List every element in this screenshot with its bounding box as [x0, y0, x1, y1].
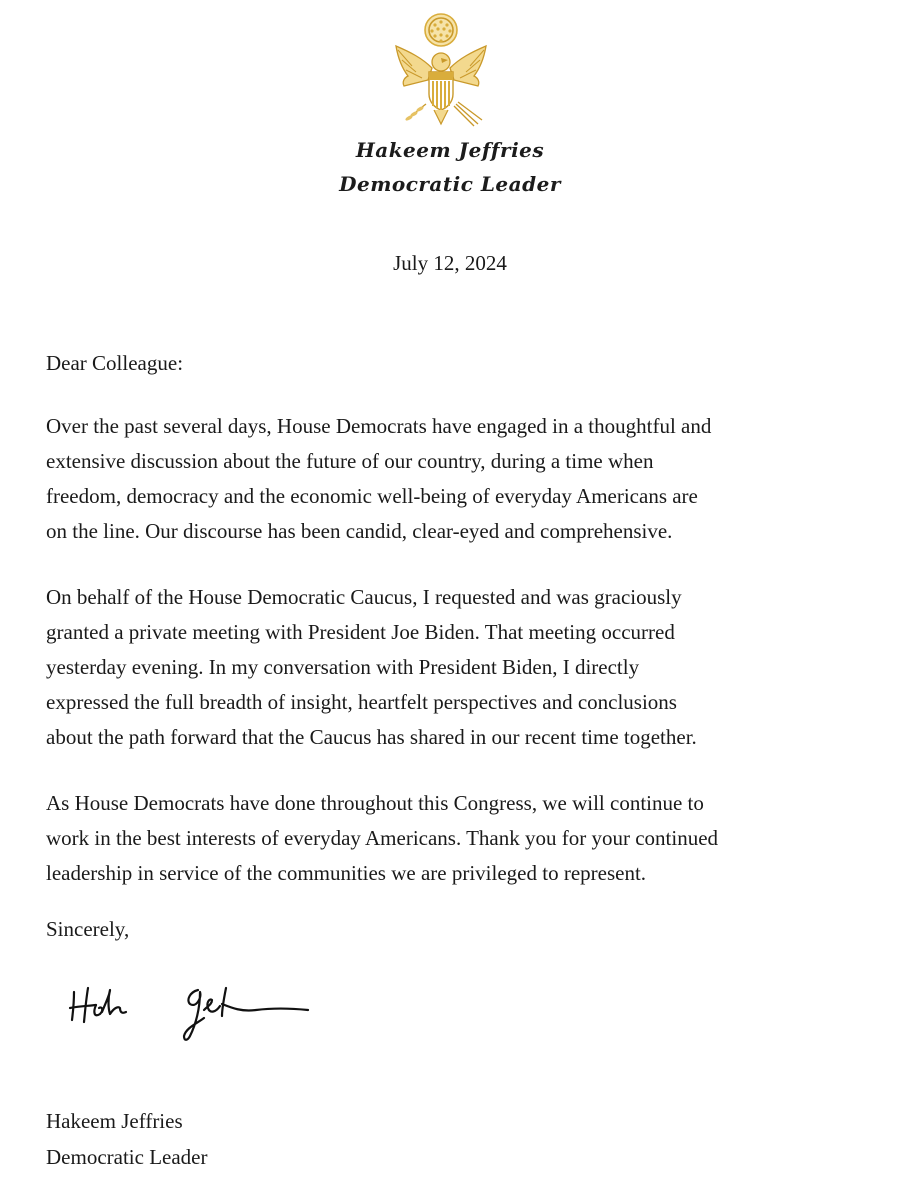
great-seal-eagle-icon	[382, 8, 500, 132]
paragraph-line: extensive discussion about the future of our country, during a time when	[46, 449, 654, 473]
paragraph-line: granted a private meeting with President Joe Biden. That meeting occurred	[46, 620, 675, 644]
closing: Sincerely,	[46, 917, 130, 941]
signer-name: Hakeem Jeffries	[46, 1109, 183, 1133]
paragraph-line: expressed the full breadth of insight, heartfelt perspectives and conclusions	[46, 690, 677, 714]
paragraph-line: freedom, democracy and the economic well-being of everyday Americans are	[46, 484, 698, 508]
paragraph-3	[46, 786, 866, 891]
paragraph-line: on the line. Our discourse has been candid, clear-eyed and comprehensive.	[46, 519, 673, 543]
paragraph-line: As House Democrats have done throughout this Congress, we will continue to	[46, 791, 704, 815]
paragraph-line: On behalf of the House Democratic Caucus, I requested and was graciously	[46, 585, 682, 609]
letterhead-name: Hakeem Jeffries	[355, 138, 545, 162]
signer-title: Democratic Leader	[46, 1145, 208, 1169]
paragraph-line: about the path forward that the Caucus has shared in our recent time together.	[46, 725, 697, 749]
handwritten-signature-icon	[66, 978, 326, 1052]
letter-date: July 12, 2024	[393, 251, 507, 275]
paragraph-line: leadership in service of the communities we are privileged to represent.	[46, 861, 647, 885]
salutation: Dear Colleague:	[46, 351, 184, 375]
paragraph-2	[46, 580, 866, 755]
paragraph-line: Over the past several days, House Democrats have engaged in a thoughtful and	[46, 414, 712, 438]
letterhead-title: Democratic Leader	[339, 172, 561, 196]
paragraph-1	[46, 409, 866, 549]
paragraph-line: yesterday evening. In my conversation with President Biden, I directly	[46, 655, 640, 679]
paragraph-line: work in the best interests of everyday Americans. Thank you for your continued	[46, 826, 719, 850]
